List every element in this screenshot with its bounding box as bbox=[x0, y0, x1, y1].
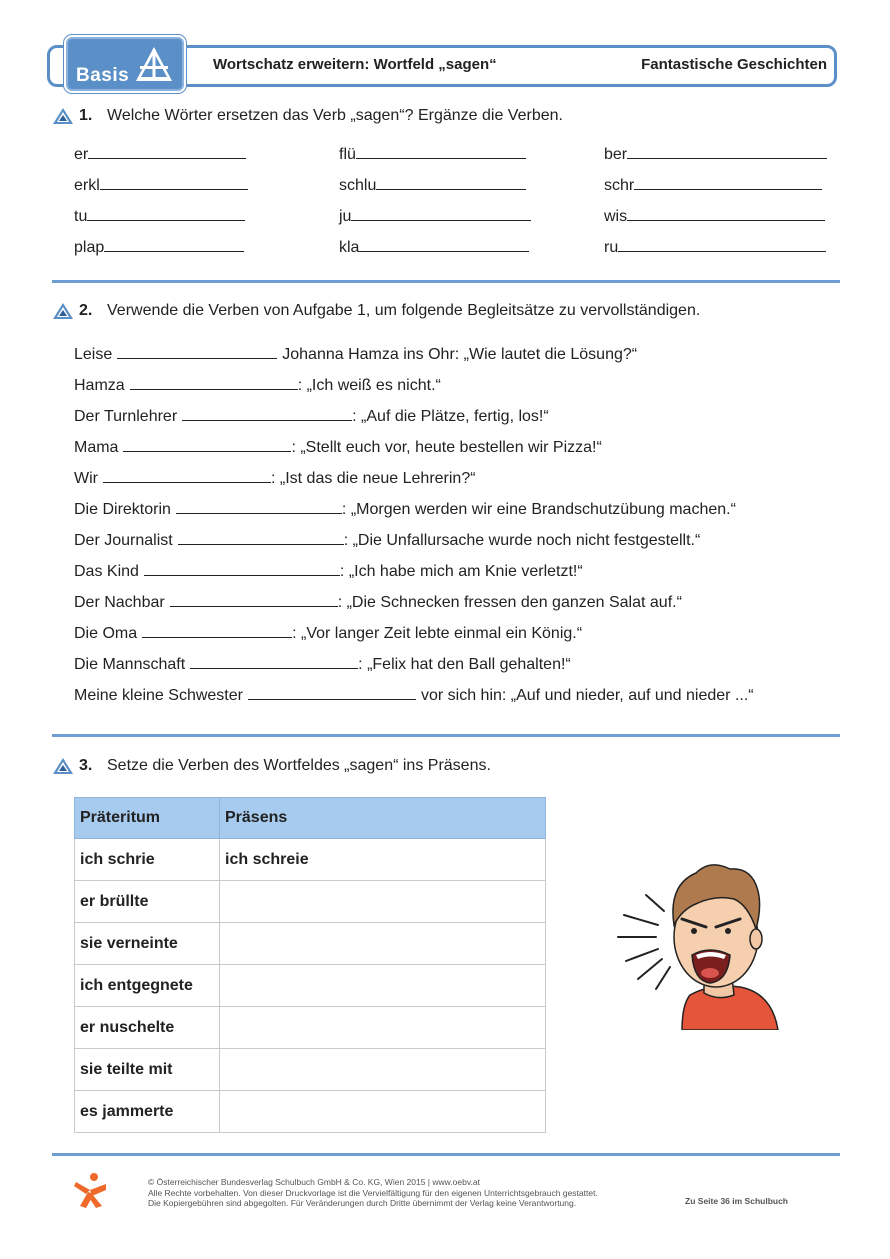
footer-line-2: Alle Rechte vorbehalten. Von dieser Druckvorlage ist die Vervielfältigung für den eigenen Unterrichtsgebrauch gestattet. bbox=[148, 1187, 598, 1198]
answer-blank[interactable] bbox=[103, 469, 271, 483]
sentence-row: Die Oma : „Vor langer Zeit lebte einmal ein König.“ bbox=[74, 625, 583, 642]
present-cell[interactable] bbox=[220, 923, 546, 965]
answer-blank[interactable] bbox=[130, 376, 298, 390]
task1-number: 1. bbox=[79, 107, 93, 124]
blank-item[interactable]: schlu bbox=[339, 176, 526, 195]
answer-blank[interactable] bbox=[190, 655, 358, 669]
task2-instruction: Verwende die Verben von Aufgabe 1, um folgende Begleitsätze zu vervollständigen. bbox=[107, 302, 701, 319]
task1-heading bbox=[52, 107, 563, 125]
past-cell: sie verneinte bbox=[75, 923, 220, 965]
table-row bbox=[75, 923, 546, 965]
answer-blank[interactable] bbox=[182, 407, 352, 421]
blank-item[interactable]: flü bbox=[339, 145, 526, 164]
present-cell[interactable] bbox=[220, 965, 546, 1007]
answer-blank[interactable] bbox=[170, 593, 338, 607]
blank-item[interactable]: wis bbox=[604, 207, 825, 226]
footer-divider bbox=[52, 1153, 840, 1156]
sentence-row: Das Kind : „Ich habe mich am Knie verletzt!“ bbox=[74, 563, 583, 580]
task3-number: 3. bbox=[79, 757, 93, 774]
basis-label: Basis bbox=[76, 65, 130, 86]
sentence-row: Die Mannschaft : „Felix hat den Ball gehalten!“ bbox=[74, 656, 571, 673]
answer-blank[interactable] bbox=[178, 531, 344, 545]
past-cell: er nuschelte bbox=[75, 1007, 220, 1049]
publisher-logo-icon bbox=[72, 1172, 108, 1210]
table-header-row bbox=[75, 798, 546, 839]
past-cell: es jammerte bbox=[75, 1091, 220, 1133]
page-reference: Zu Seite 36 im Schulbuch bbox=[685, 1196, 788, 1206]
blank-item[interactable]: ju bbox=[339, 207, 531, 226]
task2-number: 2. bbox=[79, 302, 93, 319]
answer-blank[interactable] bbox=[144, 562, 340, 576]
present-cell[interactable] bbox=[220, 1007, 546, 1049]
sentence-row: Mama : „Stellt euch vor, heute bestellen wir Pizza!“ bbox=[74, 439, 602, 456]
page-topic: Fantastische Geschichten bbox=[641, 56, 827, 73]
sentence-row: Der Turnlehrer : „Auf die Plätze, fertig, los!“ bbox=[74, 408, 549, 425]
table-row bbox=[75, 1007, 546, 1049]
table-row bbox=[75, 839, 546, 881]
sentence-row: Leise Johanna Hamza ins Ohr: „Wie lautet die Lösung?“ bbox=[74, 346, 638, 363]
task2-heading bbox=[52, 302, 700, 320]
blank-item[interactable]: kla bbox=[339, 238, 529, 257]
task3-instruction: Setze die Verben des Wortfeldes „sagen“ ins Präsens. bbox=[107, 757, 491, 774]
table-row bbox=[75, 1049, 546, 1091]
past-cell: ich schrie bbox=[75, 839, 220, 881]
pyramid-level-icon bbox=[52, 302, 74, 320]
blank-item[interactable]: ber bbox=[604, 145, 827, 164]
blank-item[interactable]: schr bbox=[604, 176, 822, 195]
present-cell[interactable] bbox=[220, 1091, 546, 1133]
section-divider bbox=[52, 280, 840, 283]
footer-line-3: Die Kopiergebühren sind abgegolten. Für Veränderungen durch Dritte übernimmt der Verlag keine Verantwortung. bbox=[148, 1198, 577, 1208]
answer-blank[interactable] bbox=[123, 438, 291, 452]
present-cell[interactable] bbox=[220, 1049, 546, 1091]
column-header: Präteritum bbox=[75, 798, 220, 839]
pyramid-level-icon bbox=[52, 757, 74, 775]
blank-item[interactable]: plap bbox=[74, 238, 244, 257]
page-title: Wortschatz erweitern: Wortfeld „sagen“ bbox=[213, 56, 497, 73]
blank-item[interactable]: ru bbox=[604, 238, 826, 257]
blank-item[interactable]: er bbox=[74, 145, 246, 164]
pyramid-icon bbox=[134, 45, 174, 85]
blank-item[interactable]: erkl bbox=[74, 176, 248, 195]
blank-item[interactable]: tu bbox=[74, 207, 245, 226]
shouting-boy-illustration bbox=[612, 855, 792, 1030]
answer-blank[interactable] bbox=[248, 686, 416, 700]
sentence-row: Meine kleine Schwester vor sich hin: „Auf und nieder, auf und nieder ...“ bbox=[74, 687, 754, 704]
answer-blank[interactable] bbox=[142, 624, 292, 638]
table-row bbox=[75, 965, 546, 1007]
task3-heading bbox=[52, 757, 491, 775]
sentence-row: Der Journalist : „Die Unfallursache wurde noch nicht festgestellt.“ bbox=[74, 532, 701, 549]
sentence-row: Die Direktorin : „Morgen werden wir eine Brandschutzübung machen.“ bbox=[74, 501, 736, 518]
answer-blank[interactable] bbox=[117, 345, 277, 359]
sentence-row: Der Nachbar : „Die Schnecken fressen den ganzen Salat auf.“ bbox=[74, 594, 682, 611]
basis-badge bbox=[66, 37, 184, 91]
pyramid-level-icon bbox=[52, 107, 74, 125]
present-cell[interactable]: ich schreie bbox=[220, 839, 546, 881]
column-header: Präsens bbox=[220, 798, 546, 839]
present-cell[interactable] bbox=[220, 881, 546, 923]
footer-copyright bbox=[148, 1177, 598, 1209]
past-cell: ich entgegnete bbox=[75, 965, 220, 1007]
table-row bbox=[75, 881, 546, 923]
answer-blank[interactable] bbox=[176, 500, 342, 514]
task1-instruction: Welche Wörter ersetzen das Verb „sagen“? Ergänze die Verben. bbox=[107, 107, 563, 124]
section-divider bbox=[52, 734, 840, 737]
past-cell: sie teilte mit bbox=[75, 1049, 220, 1091]
sentence-row: Hamza : „Ich weiß es nicht.“ bbox=[74, 377, 441, 394]
table-row bbox=[75, 1091, 546, 1133]
sentence-row: Wir : „Ist das die neue Lehrerin?“ bbox=[74, 470, 476, 487]
past-cell: er brüllte bbox=[75, 881, 220, 923]
verb-table bbox=[74, 797, 546, 1133]
footer-line-1: © Österreichischer Bundesverlag Schulbuch GmbH & Co. KG, Wien 2015 | www.oebv.at bbox=[148, 1177, 480, 1187]
